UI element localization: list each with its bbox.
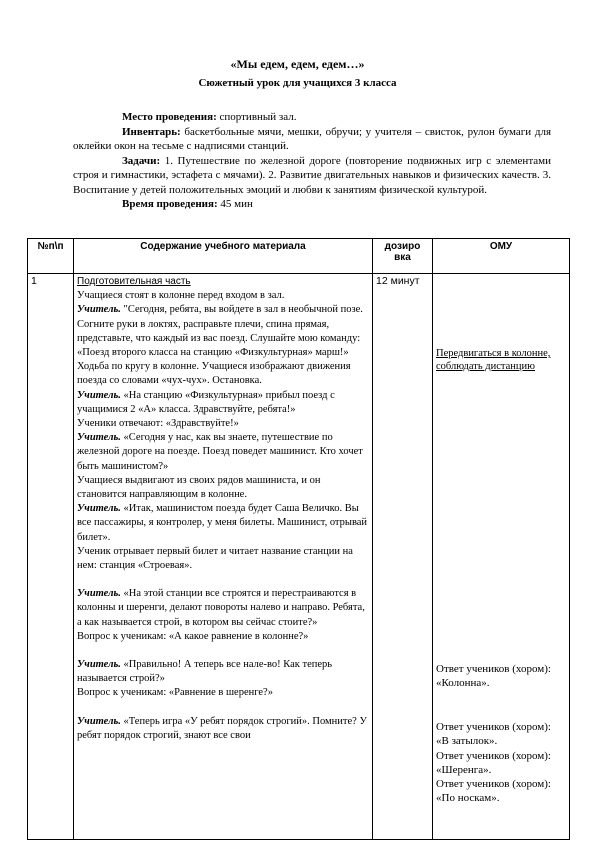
paragraph-gap (77, 573, 369, 587)
teacher-label: Учитель. (77, 715, 121, 727)
content-paragraph (77, 587, 369, 630)
content-paragraph: Ученик отрывает первый билет и читает название станции на нем: станция «Строевая». (77, 545, 353, 572)
lesson-intro (73, 110, 551, 212)
content-paragraph (77, 389, 369, 417)
place-value: спортивный зал. (216, 111, 297, 123)
teacher-text: «Сегодня у нас, как вы знаете, путешествие по железной дороге на поезде. Поезд поведет машинист. Кто хочет быть машинистом?» (77, 432, 363, 472)
row-num: 1 (28, 274, 74, 840)
content-paragraph: Учащиеся выдвигают из своих рядов машиниста, и он становится направляющим в колонне. (77, 474, 321, 501)
teacher-text: «На этой станции все строятся и перестраиваются в колонны и шеренги, делают повороты налево и направо. Ребята, а как называется строй, в котором вы сейчас стоите?» (77, 588, 365, 628)
teacher-text: «На станцию «Физкультурная» прибыл поезд с учащимися 2 «А» класса. Здравствуйте, ребята!» (77, 389, 335, 415)
row-dosage: 12 минут (373, 274, 433, 840)
tasks-label: Задачи: (122, 154, 161, 167)
content-paragraph: Учащиеся стоят в колонне перед входом в зал. (77, 290, 285, 302)
time-paragraph (73, 197, 551, 212)
header-num: №п\п (28, 239, 74, 274)
place-paragraph (73, 110, 551, 125)
tasks-value: 1. Путешествие по железной дороге (повторение подвижных игр с элементами строя и гимнастики, эстафета с мячами). 2. Развитие двигательных навыков и физических качеств. 3. Воспитание у детей положительных эмоций и любви к занятиям физической культурой. (73, 154, 551, 196)
teacher-label: Учитель. (77, 389, 121, 401)
omu-goal-text: Передвигаться в колонне, соблюдать дистанцию (436, 348, 551, 372)
content-paragraph (77, 303, 369, 360)
teacher-label: Учитель. (77, 659, 121, 671)
teacher-text: «Правильно! А теперь все нале-во! Как теперь называется строй?» (77, 659, 333, 685)
equipment-paragraph (73, 125, 551, 154)
table-row (28, 274, 570, 840)
student-answer: Ответ учеников (хором): «В затылок». (436, 721, 551, 748)
student-answer: Ответ учеников (хором): «Колонна». (436, 663, 551, 690)
teacher-text: «Итак, машинистом поезда будет Саша Величко. Вы все пассажиры, я контролер, у меня билеты. Машинист, отрывай билет». (77, 503, 368, 543)
row-omu (433, 274, 570, 840)
tasks-paragraph (73, 154, 551, 198)
row-content (74, 274, 373, 840)
header-content: Содержание учебного материала (74, 239, 373, 274)
content-paragraph (77, 431, 369, 474)
content-paragraph (77, 658, 369, 686)
content-paragraph: Ходьба по кругу в колонне. Учащиеся изображают движения поезда со словами «чух-чух». Остановка. (77, 361, 351, 387)
section-title: Подготовительная часть (77, 276, 191, 287)
lesson-table (27, 238, 570, 840)
header-omu: ОМУ (433, 239, 570, 274)
place-label: Место проведения: (122, 111, 217, 123)
content-paragraph (77, 715, 369, 743)
content-paragraph: Вопрос к ученикам: «Равнение в шеренге?» (77, 687, 273, 699)
paragraph-gap (77, 701, 369, 715)
content-paragraph (77, 502, 369, 545)
document-title: «Мы едем, едем, едем…» (230, 57, 365, 71)
equipment-value: баскетбольные мячи, мешки, обручи; у учителя – свисток, рулон бумаги для оклейки окон на тесьме с надписями станций. (73, 125, 551, 152)
teacher-text: "Сегодня, ребята, вы войдете в зал в необычной позе. Согните руки в локтях, расправьте плечи, спина прямая, представьте, что каждый из вас поезд. Слушайте мою команду: «Поезд второго класса на станцию «Физкультурная» марш!» (77, 304, 363, 359)
teacher-label: Учитель. (77, 304, 121, 316)
content-paragraph: Вопрос к ученикам: «А какое равнение в колонне?» (77, 630, 309, 642)
time-label: Время проведения: (122, 198, 218, 210)
document-subtitle: Сюжетный урок для учащихся 3 класса (198, 77, 397, 89)
table-header-row (28, 239, 570, 274)
equipment-label: Инвентарь: (122, 125, 181, 138)
teacher-label: Учитель. (77, 588, 121, 600)
paragraph-gap (77, 644, 369, 658)
student-answer: Ответ учеников (хором): «По носкам». (436, 778, 551, 805)
time-value: 45 мин (217, 198, 253, 210)
student-answer: Ответ учеников (хором): «Шеренга». (436, 750, 551, 777)
content-paragraph: Ученики отвечают: «Здравствуйте!» (77, 418, 239, 430)
teacher-label: Учитель. (77, 503, 121, 515)
header-dosage: дозиро вка (373, 239, 433, 274)
teacher-text: «Теперь игра «У ребят порядок строгий». Помните? У ребят порядок строгий, знают все свои (77, 715, 367, 741)
teacher-label: Учитель. (77, 432, 121, 444)
omu-goal (436, 347, 564, 373)
